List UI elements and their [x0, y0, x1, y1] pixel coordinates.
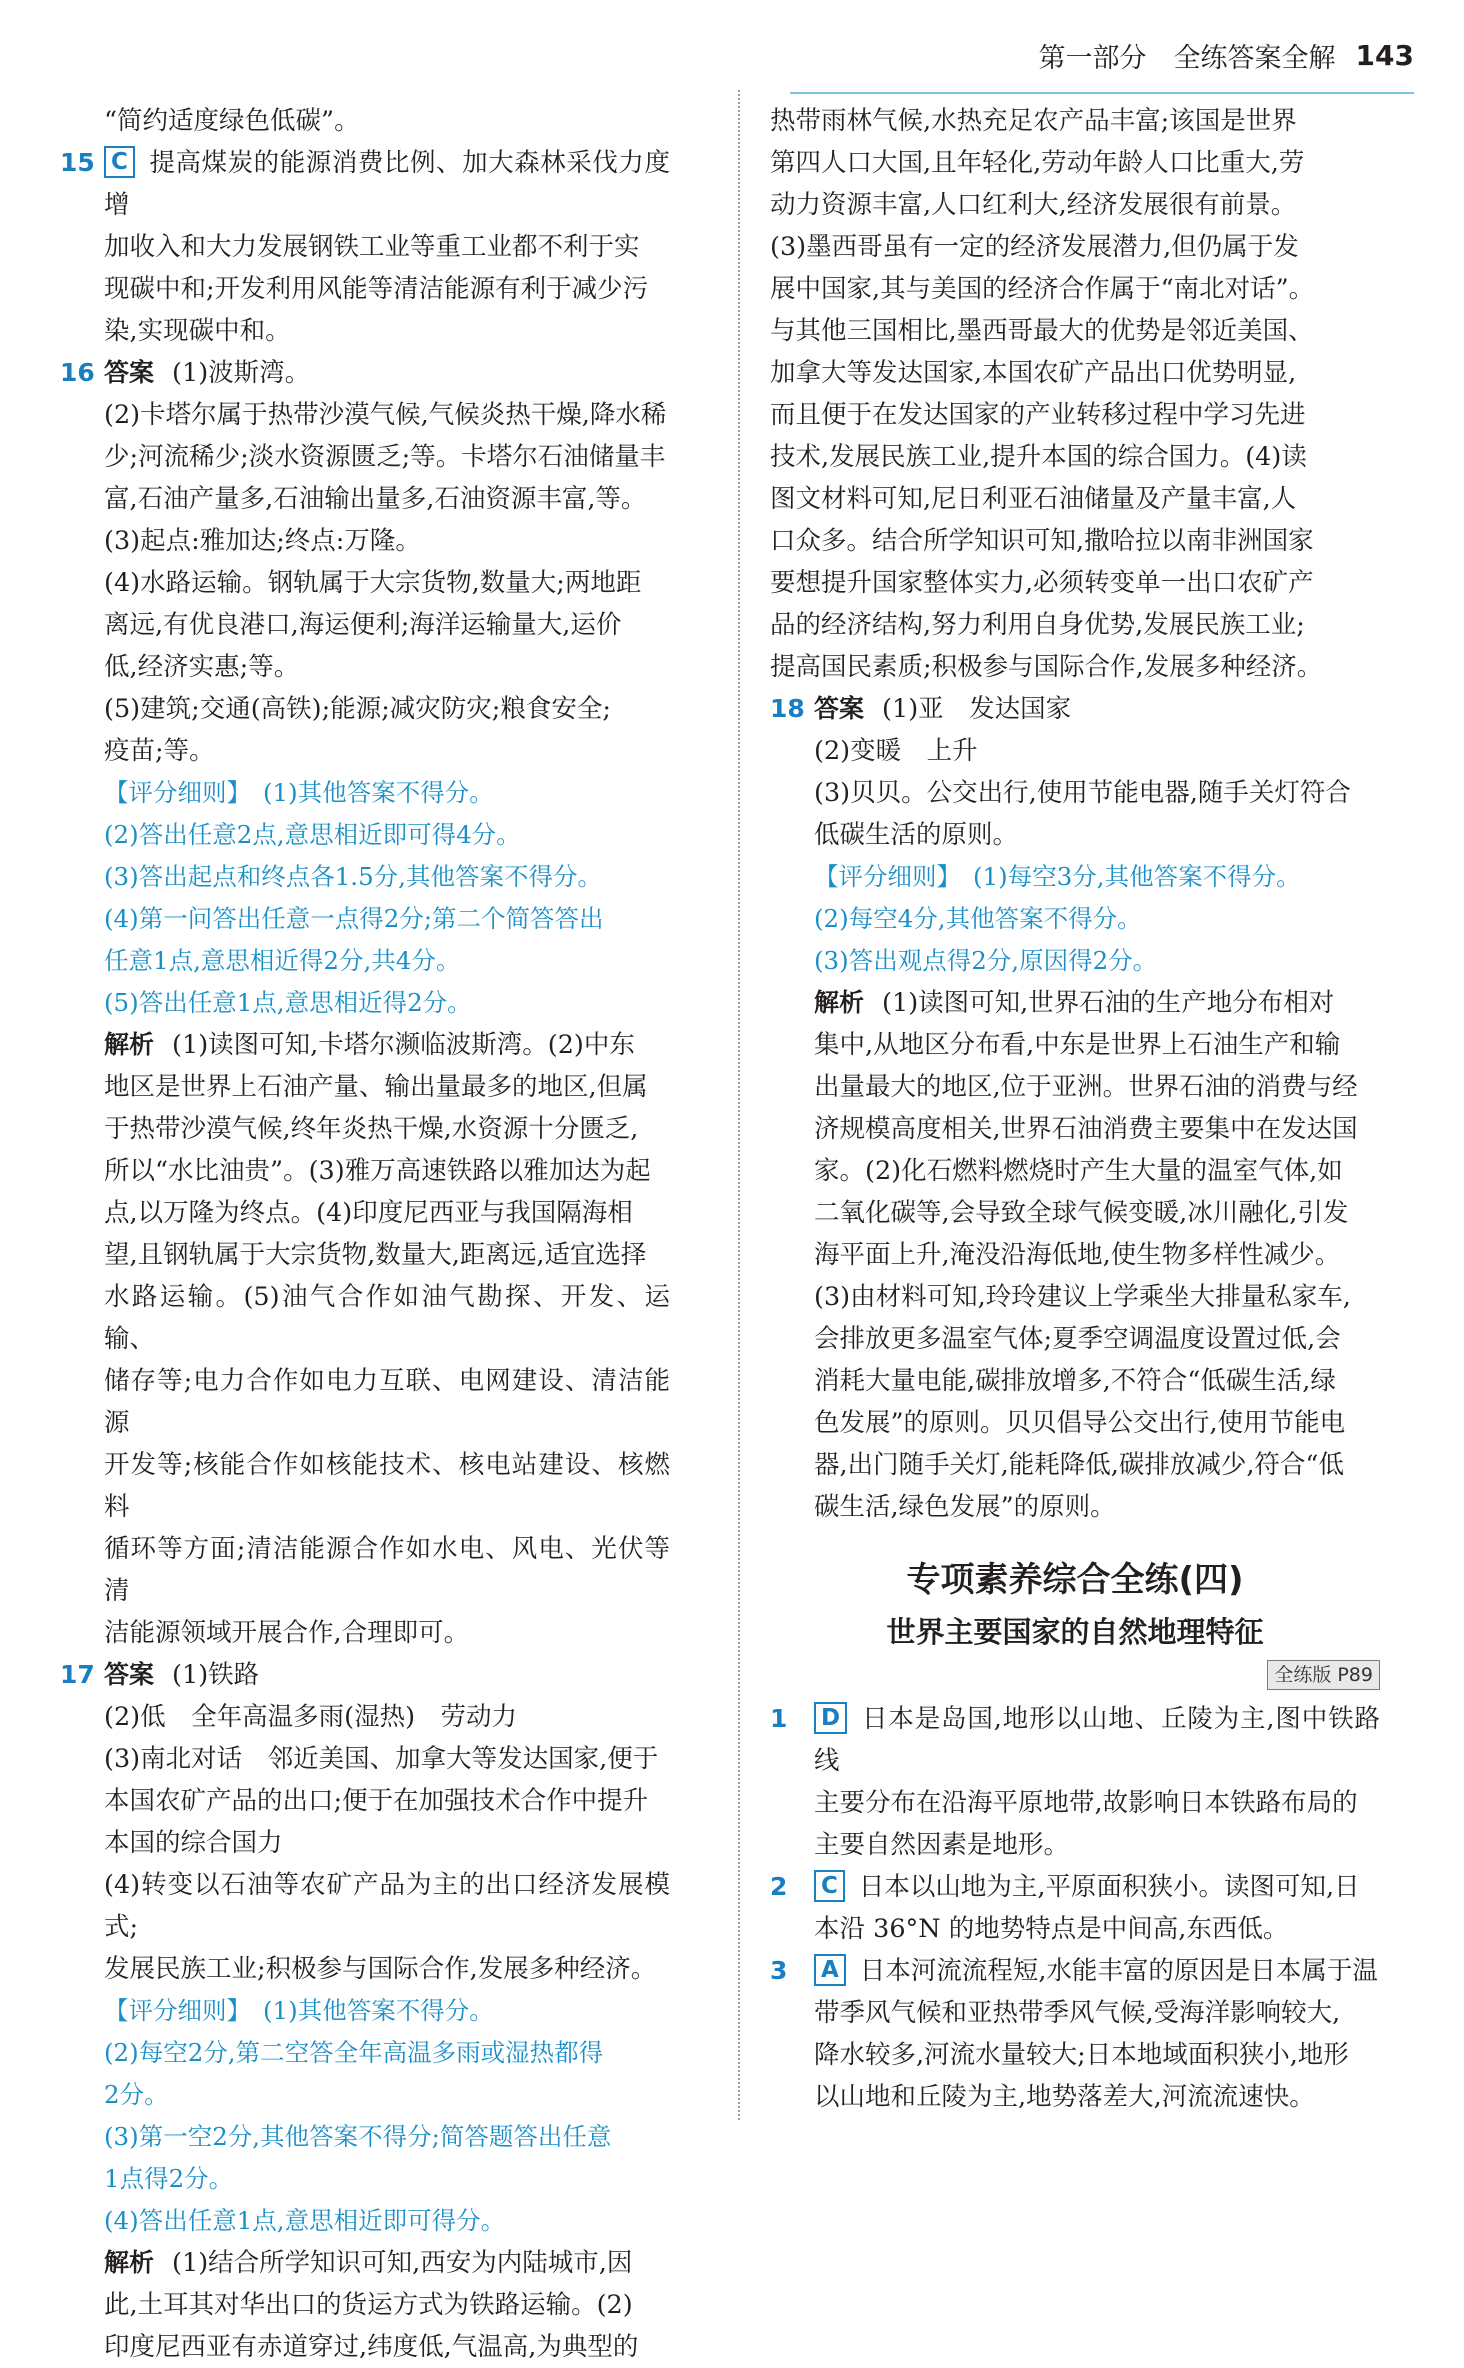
answer-line: (2)变暖 上升 — [814, 736, 978, 766]
analysis-line: 消耗大量电能,碳排放增多,不符合“低碳生活,绿 — [814, 1366, 1336, 1396]
analysis-line: 二氧化碳等,会导致全球气候变暖,冰川融化,引发 — [814, 1198, 1349, 1228]
continued-analysis-line: 第四人口大国,且年轻化,劳动年龄人口比重大,劳 — [770, 148, 1305, 178]
right-column — [770, 100, 1380, 2118]
question-3 — [770, 1950, 1380, 2118]
answer-label: 答案 — [814, 694, 865, 723]
continued-analysis-line: 动力资源丰富,人口红利大,经济发展很有前景。 — [770, 190, 1297, 220]
explanation-line: 日本以山地为主,平原面积狭小。读图可知,日 — [858, 1872, 1360, 1902]
analysis-line: 济规模高度相关,世界石油消费主要集中在发达国 — [814, 1114, 1358, 1144]
explanation-line: 日本是岛国,地形以山地、丘陵为主,图中铁路线 — [814, 1704, 1380, 1776]
question-number: 17 — [60, 1660, 95, 1689]
question-number: 16 — [60, 358, 95, 387]
analysis-line: 水路运输。(5)油气合作如油气勘探、开发、运输、 — [104, 1282, 670, 1354]
analysis-line: 家。(2)化石燃料燃烧时产生大量的温室气体,如 — [814, 1156, 1343, 1186]
analysis-line: 储存等;电力合作如电力互联、电网建设、清洁能源 — [104, 1366, 670, 1438]
answer-line: 低碳生活的原则。 — [814, 820, 1019, 850]
question-15 — [60, 142, 670, 352]
left-column — [60, 100, 670, 2368]
answer-line: (3)南北对话 邻近美国、加拿大等发达国家,便于 — [104, 1744, 659, 1774]
section-subtitle: 世界主要国家的自然地理特征 — [886, 1615, 1264, 1649]
question-18 — [770, 688, 1380, 1528]
answer-line: (3)起点:雅加达;终点:万隆。 — [104, 526, 421, 556]
analysis-line: 望,且钢轨属于大宗货物,数量大,距离远,适宜选择 — [104, 1240, 647, 1270]
scoring-line: 2分。 — [104, 2080, 169, 2109]
continued-analysis-line: (3)墨西哥虽有一定的经济发展潜力,但仍属于发 — [770, 232, 1299, 262]
explanation-line: 染,实现碳中和。 — [104, 316, 291, 346]
section-title: 专项素养综合全练(四) — [906, 1560, 1244, 1600]
analysis-line: 会排放更多温室气体;夏季空调温度设置过低,会 — [814, 1324, 1341, 1354]
continued-analysis-line: 口众多。结合所学知识可知,撒哈拉以南非洲国家 — [770, 526, 1314, 556]
continued-text: “简约适度绿色低碳”。 — [104, 106, 360, 136]
answer-line: 富,石油产量多,石油输出量多,石油资源丰富,等。 — [104, 484, 647, 514]
scoring-rules-tag: 【评分细则】 — [104, 778, 251, 807]
scoring-line: (1)其他答案不得分。 — [263, 1996, 494, 2025]
answer-choice-badge: C — [814, 1870, 845, 1902]
answer-choice-badge: C — [104, 146, 135, 178]
scoring-line: (3)第一空2分,其他答案不得分;简答题答出任意 — [104, 2122, 612, 2151]
continued-analysis-line: 品的经济结构,努力利用自身优势,发展民族工业; — [770, 610, 1305, 640]
continued-analysis-line: 热带雨林气候,水热充足农产品丰富;该国是世界 — [770, 106, 1297, 136]
page-header — [1039, 30, 1414, 80]
explanation-line: 日本河流流程短,水能丰富的原因是日本属于温 — [859, 1956, 1378, 1986]
answer-line: (1)波斯湾。 — [172, 358, 311, 388]
answer-line: (2)卡塔尔属于热带沙漠气候,气候炎热干燥,降水稀 — [104, 400, 667, 430]
explanation-line: 以山地和丘陵为主,地势落差大,河流流速快。 — [814, 2082, 1315, 2112]
answer-choice-badge: D — [814, 1702, 847, 1734]
question-number: 18 — [770, 694, 805, 723]
analysis-line: 印度尼西亚有赤道穿过,纬度低,气温高,为典型的 — [104, 2332, 639, 2362]
answer-label: 答案 — [104, 1660, 155, 1689]
question-number: 3 — [770, 1956, 788, 1985]
scoring-line: (3)答出起点和终点各1.5分,其他答案不得分。 — [104, 862, 602, 891]
analysis-line: (1)读图可知,卡塔尔濒临波斯湾。(2)中东 — [172, 1030, 635, 1060]
analysis-line: 器,出门随手关灯,能耗降低,碳排放减少,符合“低 — [814, 1450, 1344, 1480]
analysis-label: 解析 — [814, 988, 865, 1017]
answer-line: 本国的综合国力 — [104, 1828, 283, 1858]
analysis-line: (1)结合所学知识可知,西安为内陆城市,因 — [172, 2248, 633, 2278]
analysis-line: 开发等;核能合作如核能技术、核电站建设、核燃料 — [104, 1450, 670, 1522]
continued-analysis-line: 而且便于在发达国家的产业转移过程中学习先进 — [770, 400, 1306, 430]
explanation-line: 现碳中和;开发利用风能等清洁能源有利于减少污 — [104, 274, 649, 304]
analysis-line: 此,土耳其对华出口的货运方式为铁路运输。(2) — [104, 2290, 633, 2320]
analysis-line: 出量最大的地区,位于亚洲。世界石油的消费与经 — [814, 1072, 1358, 1102]
analysis-line: (3)由材料可知,玲玲建议上学乘坐大排量私家车, — [814, 1282, 1351, 1312]
scoring-line: 任意1点,意思相近得2分,共4分。 — [104, 946, 461, 975]
analysis-line: 海平面上升,淹没沿海低地,使生物多样性减少。 — [814, 1240, 1341, 1270]
scoring-line: (1)其他答案不得分。 — [263, 778, 494, 807]
answer-line: 少;河流稀少;淡水资源匮乏;等。卡塔尔石油储量丰 — [104, 442, 666, 472]
analysis-line: 集中,从地区分布看,中东是世界上石油生产和输 — [814, 1030, 1341, 1060]
answer-line: (4)水路运输。钢轨属于大宗货物,数量大;两地距 — [104, 568, 642, 598]
continued-analysis-line: 要想提升国家整体实力,必须转变单一出口农矿产 — [770, 568, 1314, 598]
explanation-line: 提高煤炭的能源消费比例、加大森林采伐力度增 — [104, 148, 670, 220]
question-1 — [770, 1698, 1380, 1866]
analysis-label: 解析 — [104, 1030, 155, 1059]
question-17 — [60, 1654, 670, 2368]
answer-line: 本国农矿产品的出口;便于在加强技术合作中提升 — [104, 1786, 649, 1816]
scoring-line: (2)答出任意2点,意思相近即可得4分。 — [104, 820, 521, 849]
question-number: 2 — [770, 1872, 788, 1901]
explanation-line: 加收入和大力发展钢铁工业等重工业都不利于实 — [104, 232, 640, 262]
analysis-line: 色发展”的原则。贝贝倡导公交出行,使用节能电 — [814, 1408, 1346, 1438]
scoring-line: (3)答出观点得2分,原因得2分。 — [814, 946, 1158, 975]
analysis-line: 地区是世界上石油产量、输出量最多的地区,但属 — [104, 1072, 648, 1102]
analysis-line: 点,以万隆为终点。(4)印度尼西亚与我国隔海相 — [104, 1198, 633, 1228]
answer-line: (4)转变以石油等农矿产品为主的出口经济发展模式; — [104, 1870, 670, 1942]
header-rule — [790, 92, 1414, 94]
question-number: 1 — [770, 1704, 788, 1733]
answer-line: (3)贝贝。公交出行,使用节能电器,随手关灯符合 — [814, 778, 1351, 808]
scoring-line: (4)第一问答出任意一点得2分;第二个简答答出 — [104, 904, 604, 933]
explanation-line: 主要自然因素是地形。 — [814, 1830, 1070, 1860]
answer-line: 低,经济实惠;等。 — [104, 652, 300, 682]
scoring-line: (1)每空3分,其他答案不得分。 — [973, 862, 1301, 891]
scoring-line: (5)答出任意1点,意思相近得2分。 — [104, 988, 472, 1017]
answer-line: 发展民族工业;积极参与国际合作,发展多种经济。 — [104, 1954, 657, 1984]
analysis-line: 循环等方面;清洁能源合作如水电、风电、光伏等清 — [104, 1534, 670, 1606]
page-reference-badge: 全练版 P89 — [1267, 1660, 1380, 1690]
explanation-line: 降水较多,河流水量较大;日本地域面积狭小,地形 — [814, 2040, 1349, 2070]
explanation-line: 本沿 36°N 的地势特点是中间高,东西低。 — [814, 1914, 1289, 1944]
analysis-line: 洁能源领域开展合作,合理即可。 — [104, 1618, 470, 1648]
page-number: 143 — [1355, 38, 1414, 72]
scoring-line: (2)每空4分,其他答案不得分。 — [814, 904, 1142, 933]
continued-analysis-line: 技术,发展民族工业,提升本国的综合国力。(4)读 — [770, 442, 1307, 472]
continued-analysis-line: 展中国家,其与美国的经济合作属于“南北对话”。 — [770, 274, 1315, 304]
analysis-line: 于热带沙漠气候,终年炎热干燥,水资源十分匮乏, — [104, 1114, 639, 1144]
continued-analysis-line: 提高国民素质;积极参与国际合作,发展多种经济。 — [770, 652, 1323, 682]
analysis-line: 碳生活,绿色发展”的原则。 — [814, 1492, 1116, 1522]
header-section: 第一部分 全练答案全解 — [1038, 42, 1336, 74]
scoring-line: (2)每空2分,第二空答全年高温多雨或湿热都得 — [104, 2038, 604, 2067]
question-2 — [770, 1866, 1380, 1950]
question-number: 15 — [60, 148, 95, 177]
question-16 — [60, 352, 670, 1654]
column-divider — [738, 90, 740, 2120]
answer-line: (1)亚 发达国家 — [882, 694, 1072, 724]
explanation-line: 带季风气候和亚热带季风气候,受海洋影响较大, — [814, 1998, 1341, 2028]
answer-choice-badge: A — [814, 1954, 846, 1986]
analysis-label: 解析 — [104, 2248, 155, 2277]
answer-label: 答案 — [104, 358, 155, 387]
answer-line: (1)铁路 — [172, 1660, 260, 1690]
continued-analysis-line: 加拿大等发达国家,本国农矿产品出口优势明显, — [770, 358, 1297, 388]
answer-line: 离远,有优良港口,海运便利;海洋运输量大,运价 — [104, 610, 622, 640]
scoring-rules-tag: 【评分细则】 — [814, 862, 961, 891]
explanation-line: 主要分布在沿海平原地带,故影响日本铁路布局的 — [814, 1788, 1358, 1818]
answer-line: 疫苗;等。 — [104, 736, 215, 766]
continued-analysis-line: 与其他三国相比,墨西哥最大的优势是邻近美国、 — [770, 316, 1314, 346]
analysis-line: (1)读图可知,世界石油的生产地分布相对 — [882, 988, 1335, 1018]
answer-line: (5)建筑;交通(高铁);能源;减灾防灾;粮食安全; — [104, 694, 611, 724]
analysis-line: 所以“水比油贵”。(3)雅万高速铁路以雅加达为起 — [104, 1156, 651, 1186]
answer-line: (2)低 全年高温多雨(湿热) 劳动力 — [104, 1702, 518, 1732]
scoring-line: (4)答出任意1点,意思相近即可得分。 — [104, 2206, 506, 2235]
scoring-line: 1点得2分。 — [104, 2164, 234, 2193]
scoring-rules-tag: 【评分细则】 — [104, 1996, 251, 2025]
continued-analysis-line: 图文材料可知,尼日利亚石油储量及产量丰富,人 — [770, 484, 1297, 514]
